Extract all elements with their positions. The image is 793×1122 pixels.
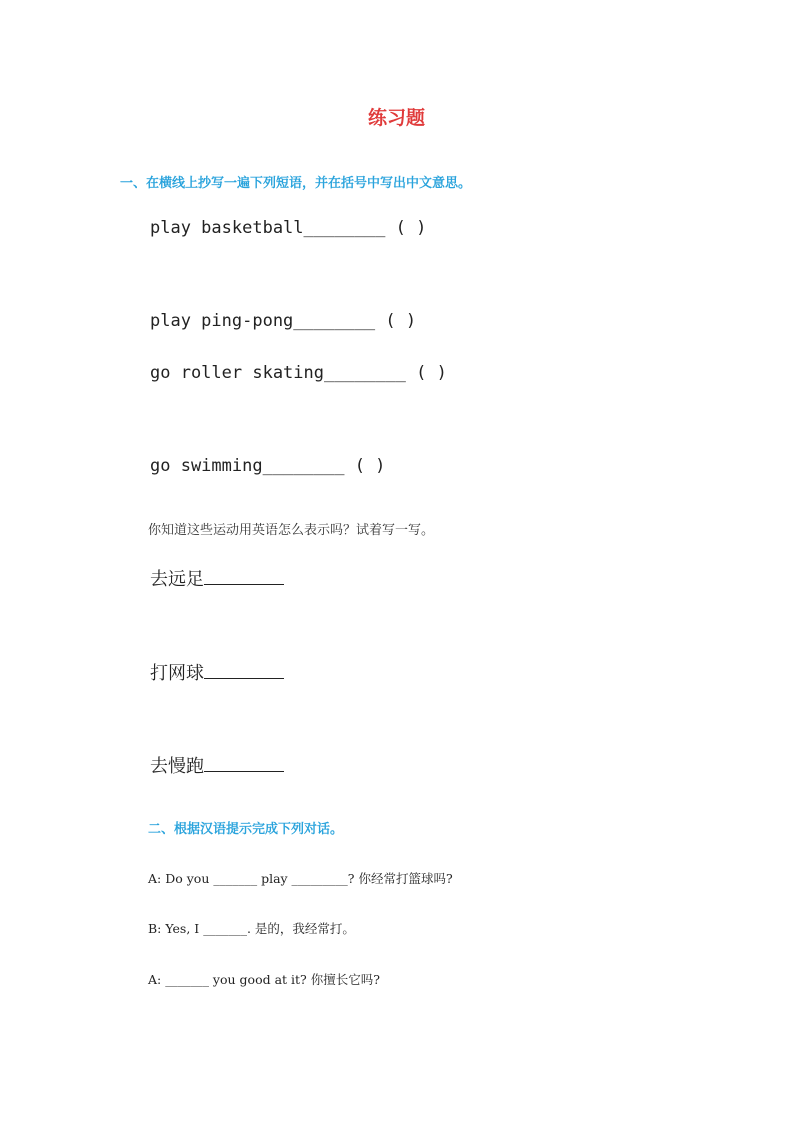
page-title: 练习题: [367, 107, 425, 129]
section-1-heading: 一、在横线上抄写一遍下列短语，并在括号中写出中文意思。: [120, 176, 472, 191]
phrase-line: play ping-pong________ ( ): [150, 311, 417, 331]
dialogue-line: B: Yes, I _______. 是的，我经常打。: [148, 921, 355, 936]
chinese-item: [150, 659, 284, 685]
chinese-item-label: 去慢跑: [150, 756, 204, 777]
dialogue-line: A: Do you _______ play _________? 你经常打篮球吗?: [148, 871, 453, 886]
dialogue-line: A: _______ you good at it? 你擅长它吗?: [148, 972, 380, 987]
section-2-heading: 二、根据汉语提示完成下列对话。: [148, 822, 344, 837]
answer-blank: [204, 677, 284, 679]
answer-blank: [204, 583, 284, 585]
chinese-item-label: 去远足: [150, 569, 204, 590]
answer-blank: [204, 770, 284, 772]
phrase-line: play basketball________ ( ): [150, 218, 427, 238]
chinese-item-label: 打网球: [150, 663, 204, 684]
section-1-prompt: 你知道这些运动用英语怎么表示吗？试着写一写。: [148, 523, 435, 538]
phrase-line: go swimming________ ( ): [150, 456, 386, 476]
chinese-item: [150, 565, 284, 591]
chinese-item: [150, 752, 284, 778]
phrase-line: go roller skating________ ( ): [150, 363, 447, 383]
